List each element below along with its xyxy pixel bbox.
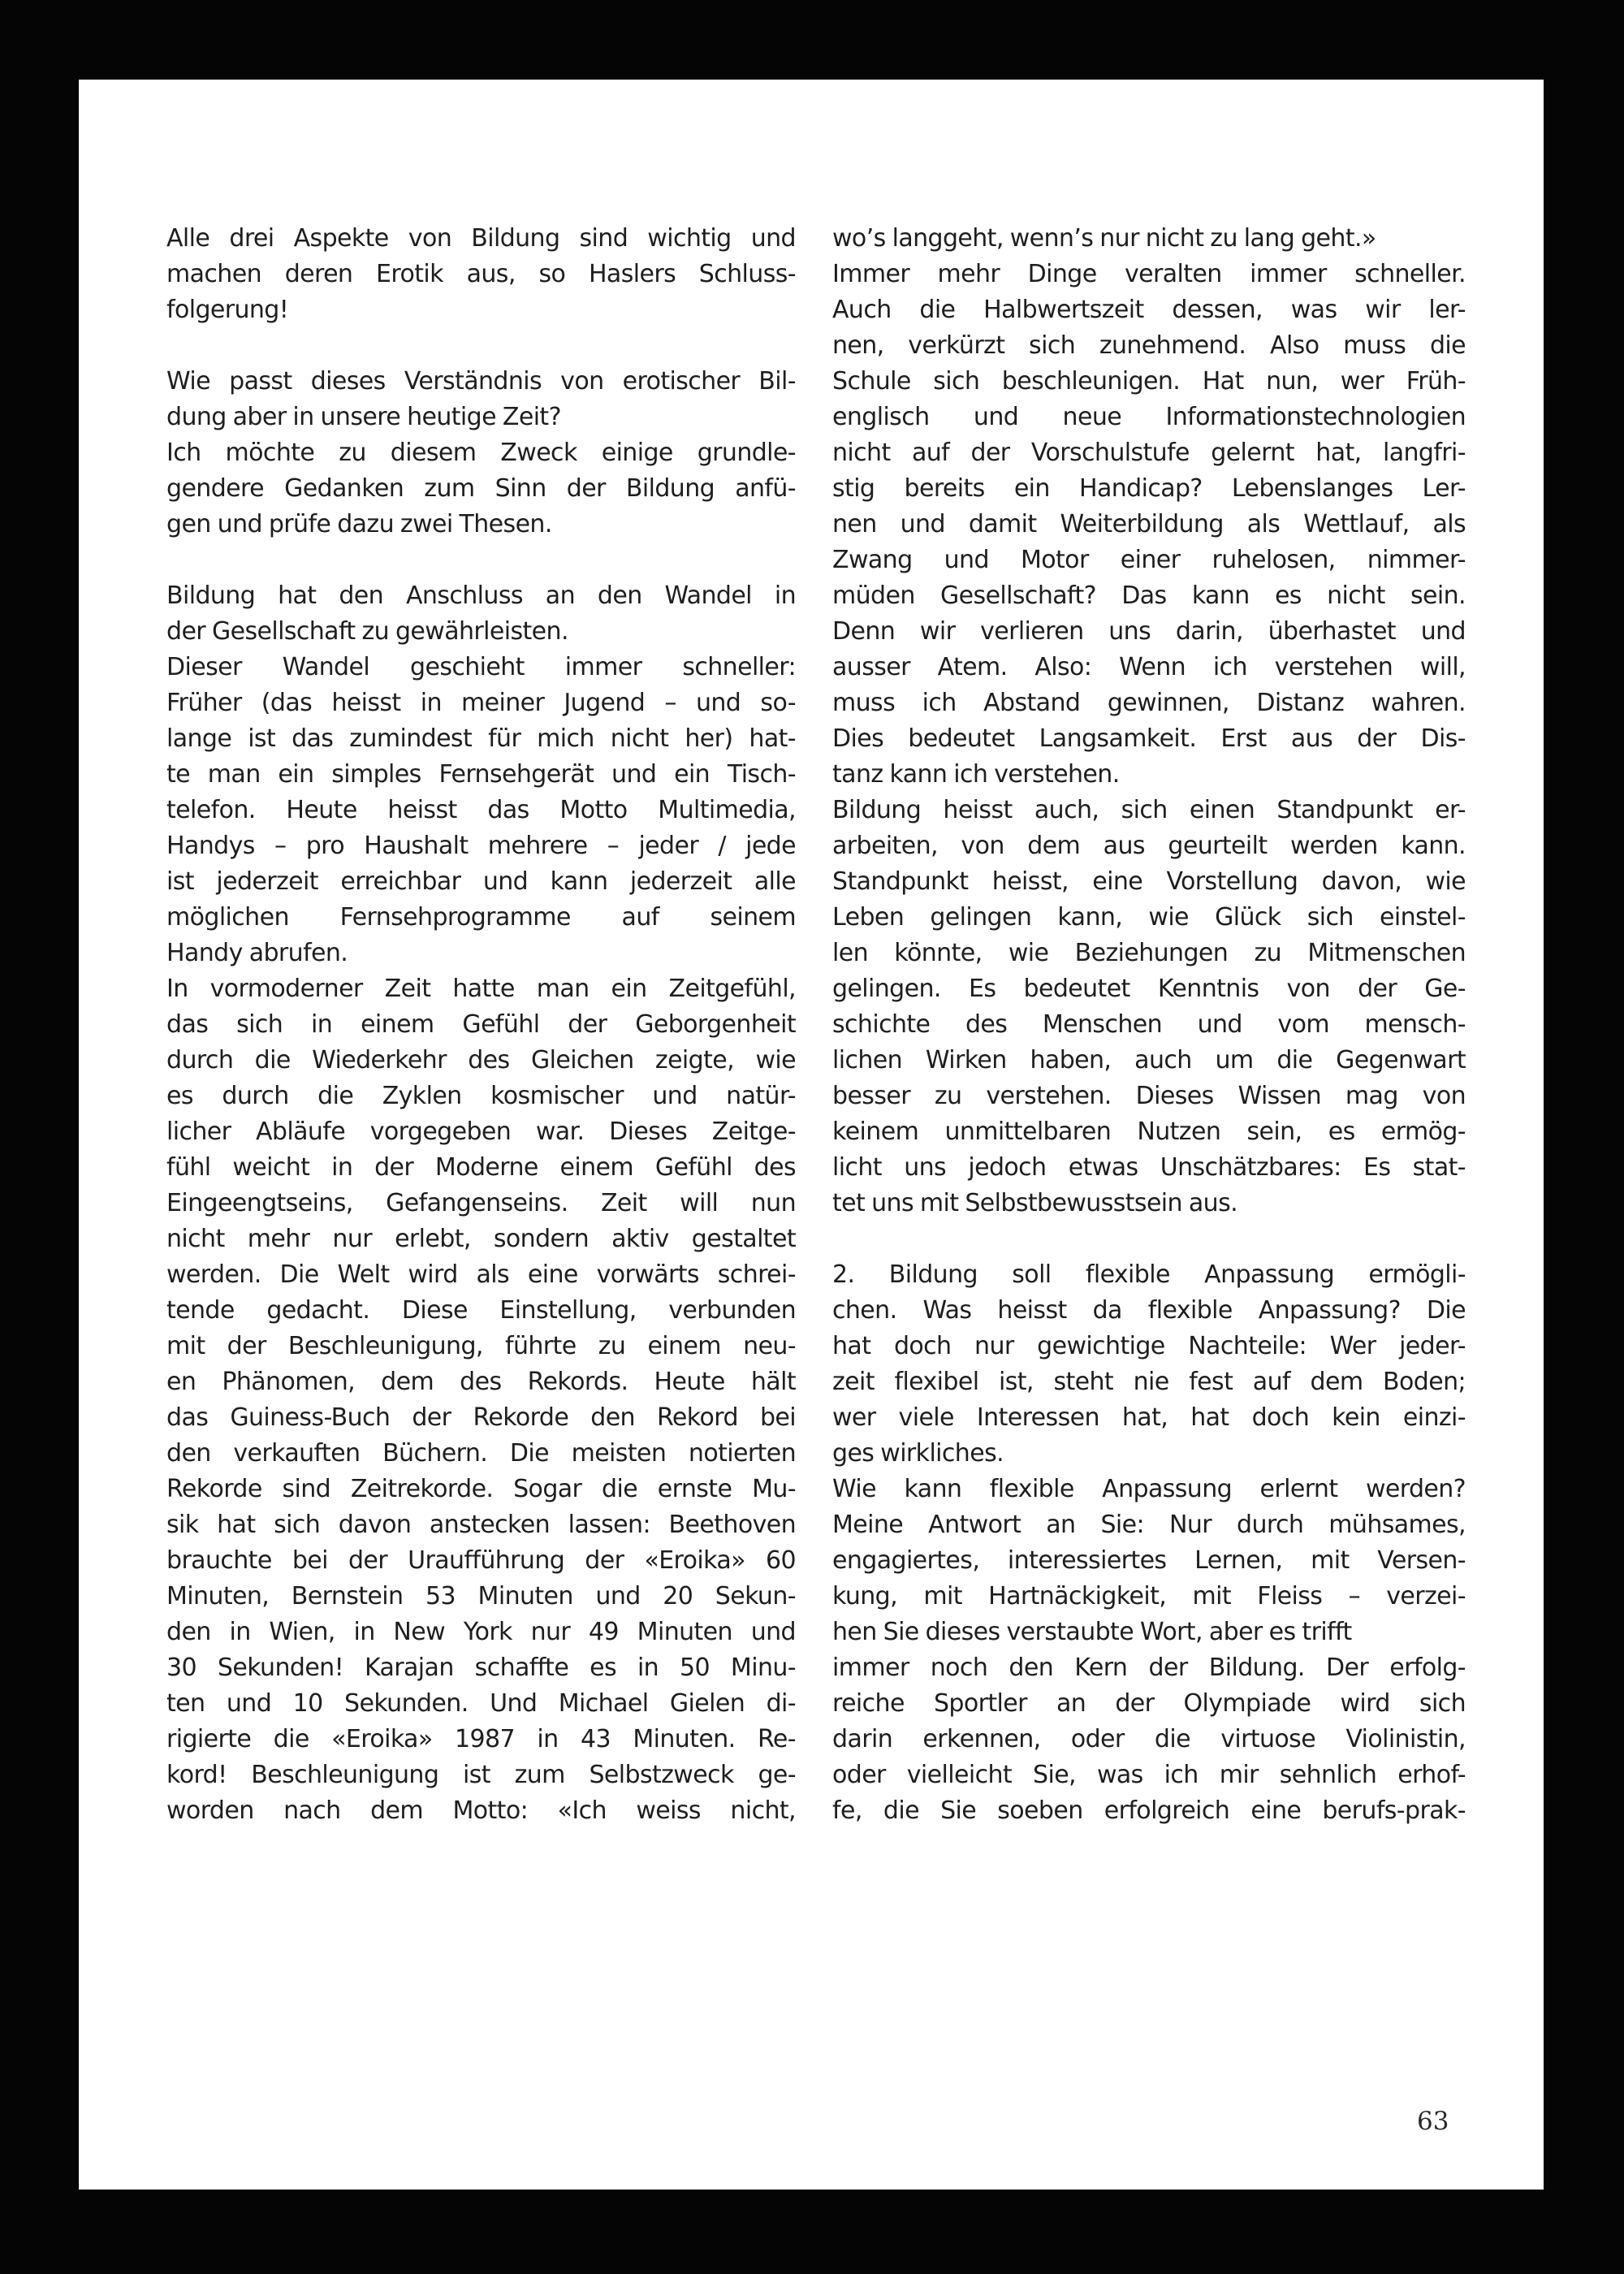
text-line: lichen Wirken haben, auch um die Gegenwart: [832, 1046, 1466, 1074]
text-line: muss ich Abstand gewinnen, Distanz wahren.: [832, 689, 1466, 717]
text-line: ten und 10 Sekunden. Und Michael Gielen di-: [166, 1689, 796, 1718]
text-line: telefon. Heute heisst das Motto Multimedia,: [166, 796, 796, 824]
text-line: zeit flexibel ist, steht nie fest auf dem Boden;: [832, 1368, 1466, 1396]
text-line: dung aber in unsere heutige Zeit?: [166, 403, 561, 431]
text-line: hat doch nur gewichtige Nachteile: Wer jeder-: [832, 1332, 1466, 1360]
text-line: den verkauften Büchern. Die meisten notierten: [166, 1439, 796, 1468]
text-line: der Gesellschaft zu gewährleisten.: [166, 617, 568, 646]
text-line: möglichen Fernsehprogramme auf seinem: [166, 903, 796, 932]
text-line: tende gedacht. Diese Einstellung, verbunden: [166, 1296, 796, 1325]
text-line: fühl weicht in der Moderne einem Gefühl des: [166, 1153, 796, 1182]
paragraph-gap: [166, 328, 796, 364]
text-line: durch die Wiederkehr des Gleichen zeigte, wie: [166, 1046, 796, 1074]
text-line: Meine Antwort an Sie: Nur durch mühsames,: [832, 1511, 1466, 1539]
right-text-column: [832, 221, 1466, 1829]
text-line: 2. Bildung soll flexible Anpassung ermögli-: [832, 1260, 1466, 1289]
text-line: immer noch den Kern der Bildung. Der erfolg-: [832, 1654, 1466, 1682]
text-line: Bildung hat den Anschluss an den Wandel in: [166, 581, 796, 610]
text-line: Denn wir verlieren uns darin, überhastet und: [832, 617, 1466, 646]
text-line: Schule sich beschleunigen. Hat nun, wer Früh-: [832, 367, 1466, 396]
text-line: arbeiten, von dem aus geurteilt werden kann.: [832, 832, 1466, 860]
text-line: den in Wien, in New York nur 49 Minuten und: [166, 1618, 796, 1646]
paragraph-gap: [832, 1221, 1466, 1257]
text-line: wo’s langgeht, wenn’s nur nicht zu lang geht.»: [832, 224, 1376, 253]
text-line: mit der Beschleunigung, führte zu einem neu-: [166, 1332, 796, 1360]
text-line: tet uns mit Selbstbewusstsein aus.: [832, 1189, 1238, 1217]
text-line: Handys – pro Haushalt mehrere – jeder / jede: [166, 832, 796, 860]
text-line: Leben gelingen kann, wie Glück sich einstel-: [832, 903, 1466, 932]
text-line: worden nach dem Motto: «Ich weiss nicht,: [166, 1796, 796, 1825]
text-line: stig bereits ein Handicap? Lebenslanges Ler-: [832, 474, 1466, 503]
text-line: folgerung!: [166, 296, 289, 324]
text-line: Handy abrufen.: [166, 939, 348, 967]
text-line: kord! Beschleunigung ist zum Selbstzweck ge-: [166, 1761, 796, 1789]
text-line: gelingen. Es bedeutet Kenntnis von der Ge-: [832, 975, 1466, 1003]
text-line: 30 Sekunden! Karajan schaffte es in 50 Minu-: [166, 1654, 796, 1682]
text-line: kung, mit Hartnäckigkeit, mit Fleiss – verzei-: [832, 1582, 1466, 1610]
text-line: rigierte die «Eroika» 1987 in 43 Minuten. Re-: [166, 1725, 796, 1753]
text-line: Auch die Halbwertszeit dessen, was wir ler-: [832, 296, 1466, 324]
text-line: Minuten, Bernstein 53 Minuten und 20 Sekun-: [166, 1582, 796, 1610]
text-line: machen deren Erotik aus, so Haslers Schluss-: [166, 260, 796, 288]
text-line: Früher (das heisst in meiner Jugend – und so-: [166, 689, 796, 717]
text-line: Immer mehr Dinge veralten immer schneller.: [832, 260, 1466, 288]
text-line: es durch die Zyklen kosmischer und natür-: [166, 1082, 796, 1110]
text-line: darin erkennen, oder die virtuose Violinistin,: [832, 1725, 1466, 1753]
text-line: gen und prüfe dazu zwei Thesen.: [166, 510, 552, 538]
text-line: engagiertes, interessiertes Lernen, mit Versen-: [832, 1546, 1466, 1575]
text-line: keinem unmittelbaren Nutzen sein, es ermög-: [832, 1118, 1466, 1146]
text-line: te man ein simples Fernsehgerät und ein Tisch-: [166, 760, 796, 789]
text-line: lange ist das zumindest für mich nicht her) hat-: [166, 724, 796, 753]
text-line: fe, die Sie soeben erfolgreich eine berufs-prak-: [832, 1796, 1466, 1825]
text-line: Dies bedeutet Langsamkeit. Erst aus der Dis-: [832, 724, 1466, 753]
text-line: reiche Sportler an der Olympiade wird sich: [832, 1689, 1466, 1718]
text-line: licht uns jedoch etwas Unschätzbares: Es stat-: [832, 1153, 1466, 1182]
left-text-column: [166, 221, 796, 1829]
text-line: brauchte bei der Uraufführung der «Eroika» 60: [166, 1546, 796, 1575]
document-page: [79, 80, 1544, 2190]
text-line: gendere Gedanken zum Sinn der Bildung anfü-: [166, 474, 796, 503]
text-line: tanz kann ich verstehen.: [832, 760, 1120, 789]
text-line: len könnte, wie Beziehungen zu Mitmenschen: [832, 939, 1466, 967]
text-line: ist jederzeit erreichbar und kann jederzeit alle: [166, 867, 796, 896]
text-line: das Guiness-Buch der Rekorde den Rekord bei: [166, 1403, 796, 1432]
text-line: Standpunkt heisst, eine Vorstellung davon, wie: [832, 867, 1466, 896]
text-line: Eingeengtseins, Gefangenseins. Zeit will nun: [166, 1189, 796, 1217]
text-line: sik hat sich davon anstecken lassen: Beethoven: [166, 1511, 796, 1539]
text-line: nicht mehr nur erlebt, sondern aktiv gestaltet: [166, 1225, 796, 1253]
text-line: oder vielleicht Sie, was ich mir sehnlich erhof-: [832, 1761, 1466, 1789]
text-line: ges wirkliches.: [832, 1439, 1004, 1468]
text-line: nen und damit Weiterbildung als Wettlauf, als: [832, 510, 1466, 538]
page-number: 63: [1417, 2107, 1449, 2136]
text-line: Wie passt dieses Verständnis von erotischer Bil-: [166, 367, 796, 396]
text-line: en Phänomen, dem des Rekords. Heute hält: [166, 1368, 796, 1396]
text-line: englisch und neue Informationstechnologien: [832, 403, 1466, 431]
text-line: Dieser Wandel geschieht immer schneller:: [166, 653, 796, 681]
text-line: In vormoderner Zeit hatte man ein Zeitgefühl,: [166, 975, 796, 1003]
text-line: Zwang und Motor einer ruhelosen, nimmer-: [832, 546, 1466, 574]
text-line: Ich möchte zu diesem Zweck einige grundle-: [166, 439, 796, 467]
text-line: nicht auf der Vorschulstufe gelernt hat, langfri-: [832, 439, 1466, 467]
text-line: besser zu verstehen. Dieses Wissen mag von: [832, 1082, 1466, 1110]
text-line: ausser Atem. Also: Wenn ich verstehen will,: [832, 653, 1466, 681]
text-line: Rekorde sind Zeitrekorde. Sogar die ernste Mu-: [166, 1475, 796, 1503]
text-line: wer viele Interessen hat, hat doch kein einzi-: [832, 1403, 1466, 1432]
text-line: schichte des Menschen und vom mensch-: [832, 1010, 1466, 1039]
text-line: Wie kann flexible Anpassung erlernt werden?: [832, 1475, 1466, 1503]
text-line: chen. Was heisst da flexible Anpassung? Die: [832, 1296, 1466, 1325]
text-line: hen Sie dieses verstaubte Wort, aber es trifft: [832, 1618, 1352, 1646]
text-line: Alle drei Aspekte von Bildung sind wichtig und: [166, 224, 796, 253]
text-line: nen, verkürzt sich zunehmend. Also muss die: [832, 331, 1466, 360]
text-line: müden Gesellschaft? Das kann es nicht sein.: [832, 581, 1466, 610]
text-line: das sich in einem Gefühl der Geborgenheit: [166, 1010, 796, 1039]
text-line: licher Abläufe vorgegeben war. Dieses Zeitge-: [166, 1118, 796, 1146]
text-line: werden. Die Welt wird als eine vorwärts schrei-: [166, 1260, 796, 1289]
text-line: Bildung heisst auch, sich einen Standpunkt er-: [832, 796, 1466, 824]
paragraph-gap: [166, 543, 796, 578]
